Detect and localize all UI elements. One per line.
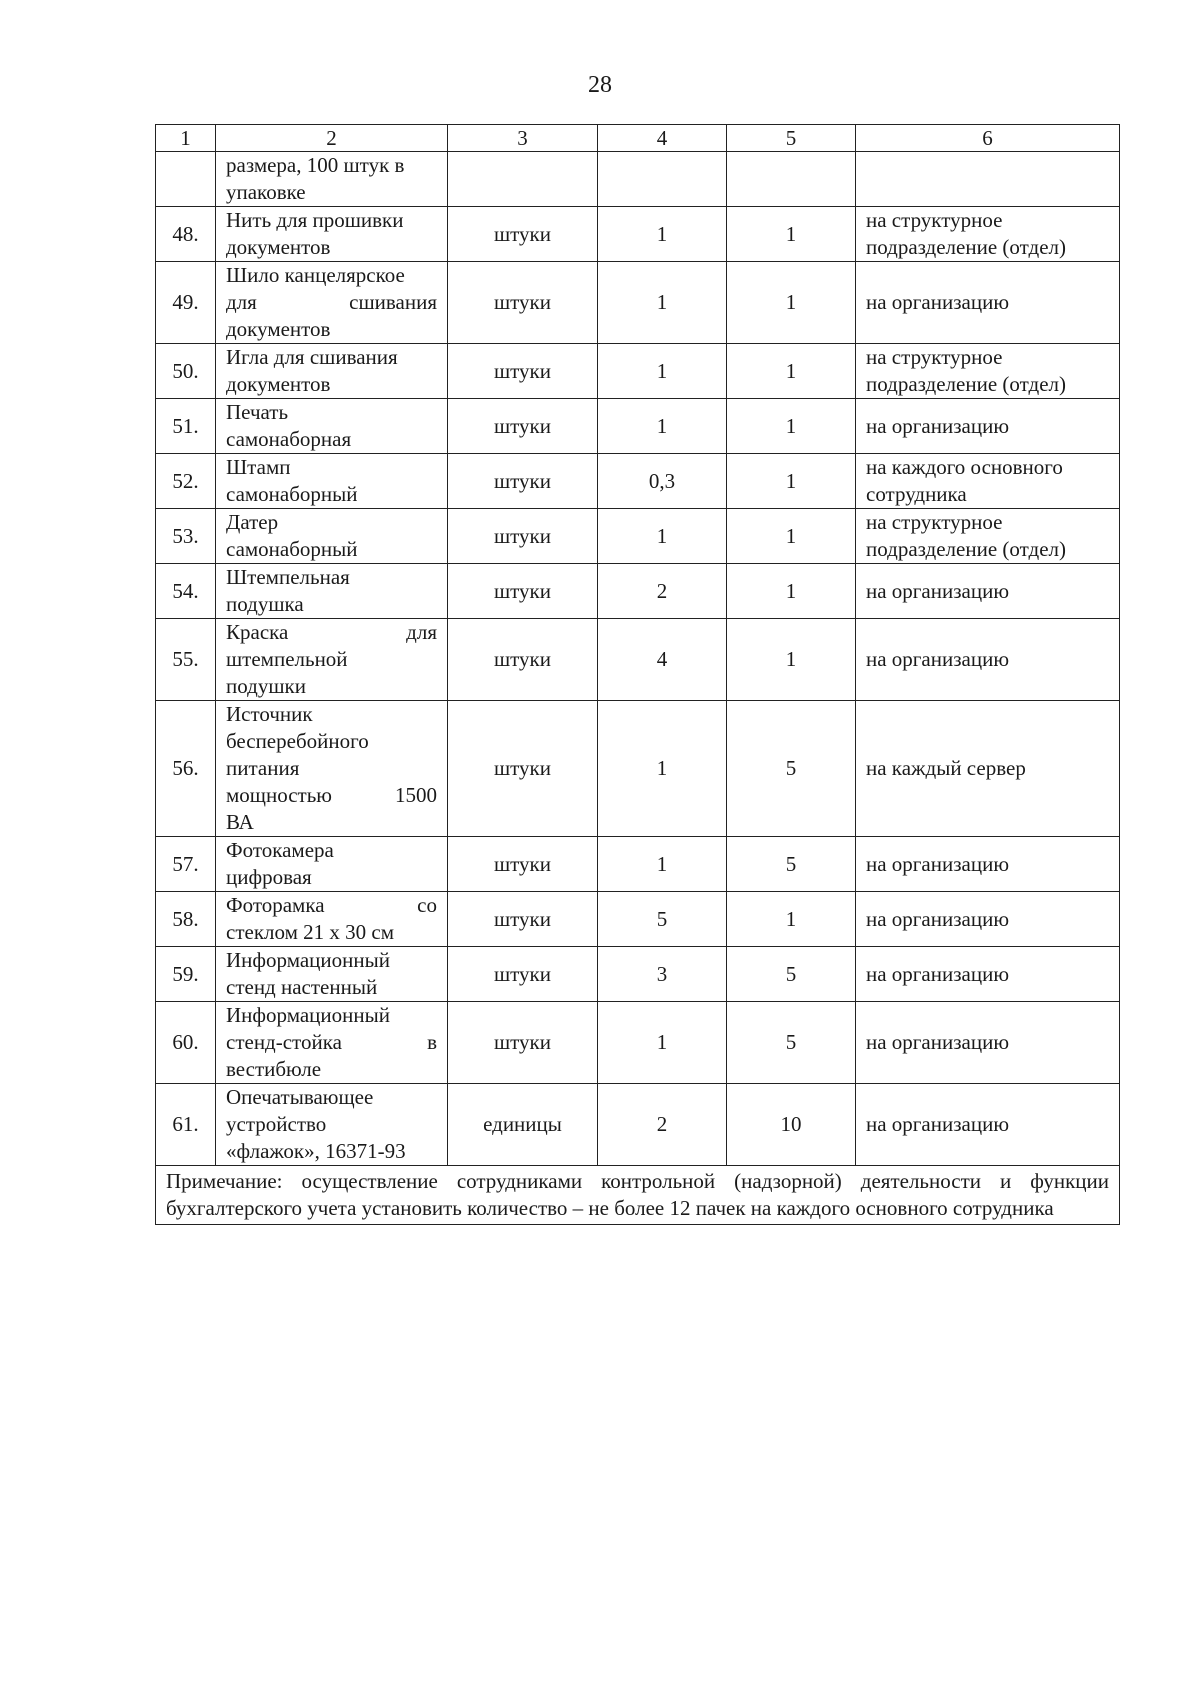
item-name-line: Шило канцелярское: [226, 263, 405, 287]
scope-cell: [856, 152, 1120, 207]
item-name: [216, 399, 448, 454]
header-cell: 1: [156, 125, 216, 152]
item-name: [216, 892, 448, 947]
item-name-line: документов: [226, 235, 331, 259]
item-name-line: стенд настенный: [226, 975, 378, 999]
table-row: [156, 509, 1120, 564]
header-cell: 3: [448, 125, 598, 152]
unit-cell: штуки: [448, 1002, 598, 1084]
table-row: [156, 947, 1120, 1002]
years-cell: 1: [727, 619, 856, 701]
years-cell: 5: [727, 837, 856, 892]
years-cell: 1: [727, 509, 856, 564]
scope-cell: на организацию: [856, 837, 1120, 892]
years-cell: 5: [727, 947, 856, 1002]
quantity-cell: 1: [598, 1002, 727, 1084]
note-row: [156, 1166, 1120, 1225]
item-name: [216, 509, 448, 564]
unit-cell: штуки: [448, 509, 598, 564]
years-cell: 1: [727, 892, 856, 947]
item-name-line: Датер: [226, 510, 279, 534]
item-name-line: стеклом 21 х 30 см: [226, 920, 394, 944]
years-cell: 10: [727, 1084, 856, 1166]
unit-cell: штуки: [448, 399, 598, 454]
unit-cell: штуки: [448, 837, 598, 892]
quantity-cell: 2: [598, 564, 727, 619]
row-number: 54.: [156, 564, 216, 619]
item-name-line: мощностью 1500: [226, 783, 437, 807]
item-name: [216, 619, 448, 701]
unit-cell: штуки: [448, 947, 598, 1002]
unit-cell: штуки: [448, 262, 598, 344]
item-name-line: Фоторамка со: [226, 893, 437, 917]
table-row: [156, 837, 1120, 892]
item-name: [216, 262, 448, 344]
unit-cell: штуки: [448, 701, 598, 837]
quantity-cell: 1: [598, 509, 727, 564]
table-note: Примечание: осуществление сотрудниками контрольной (надзорной) деятельности и функции бухгалтерского учета установить количество – не более 12 пачек на каждого основного сотрудника: [156, 1166, 1120, 1225]
scope-cell: на организацию: [856, 1084, 1120, 1166]
scope-cell: на организацию: [856, 1002, 1120, 1084]
item-name-line: Источник: [226, 702, 313, 726]
quantity-cell: 4: [598, 619, 727, 701]
row-number: 55.: [156, 619, 216, 701]
item-name-line: самонаборный: [226, 482, 358, 506]
header-cell: 6: [856, 125, 1120, 152]
quantity-cell: 5: [598, 892, 727, 947]
quantity-cell: 1: [598, 399, 727, 454]
item-name: [216, 701, 448, 837]
table-row: [156, 207, 1120, 262]
quantity-cell: 1: [598, 837, 727, 892]
item-name-line: питания: [226, 756, 300, 780]
item-name: [216, 207, 448, 262]
table-row: [156, 564, 1120, 619]
item-name-line: размера, 100 штук в: [226, 153, 405, 177]
quantity-cell: 1: [598, 344, 727, 399]
unit-cell: штуки: [448, 892, 598, 947]
table-row: [156, 1084, 1120, 1166]
table-row: [156, 262, 1120, 344]
years-cell: 1: [727, 262, 856, 344]
item-name: [216, 947, 448, 1002]
item-name-line: документов: [226, 372, 331, 396]
quantity-cell: 3: [598, 947, 727, 1002]
item-name-line: Штамп: [226, 455, 291, 479]
row-number: [156, 152, 216, 207]
item-name-line: бесперебойного: [226, 729, 369, 753]
unit-cell: штуки: [448, 454, 598, 509]
quantity-cell: 1: [598, 262, 727, 344]
scope-cell: на структурное подразделение (отдел): [856, 509, 1120, 564]
row-number: 61.: [156, 1084, 216, 1166]
item-name-line: самонаборная: [226, 427, 352, 451]
years-cell: 1: [727, 399, 856, 454]
item-name-line: «флажок», 16371-93: [226, 1139, 406, 1163]
row-number: 56.: [156, 701, 216, 837]
item-name-line: упаковке: [226, 180, 306, 204]
table-row: [156, 701, 1120, 837]
item-name-line: Информационный: [226, 948, 390, 972]
years-cell: 1: [727, 564, 856, 619]
years-cell: 1: [727, 207, 856, 262]
unit-cell: единицы: [448, 1084, 598, 1166]
scope-cell: на структурное подразделение (отдел): [856, 344, 1120, 399]
table-row: [156, 892, 1120, 947]
continuation-row: [156, 152, 1120, 207]
scope-cell: на структурное подразделение (отдел): [856, 207, 1120, 262]
scope-cell: на организацию: [856, 399, 1120, 454]
item-name-line: стенд-стойка в: [226, 1030, 437, 1054]
scope-cell: на организацию: [856, 619, 1120, 701]
item-name-line: ВА: [226, 810, 254, 834]
scope-cell: на каждый сервер: [856, 701, 1120, 837]
row-number: 51.: [156, 399, 216, 454]
years-cell: 1: [727, 344, 856, 399]
item-name-line: цифровая: [226, 865, 312, 889]
item-name-line: Фотокамера: [226, 838, 334, 862]
item-name-line: Печать: [226, 400, 289, 424]
quantity-cell: 1: [598, 207, 727, 262]
row-number: 49.: [156, 262, 216, 344]
header-cell: 4: [598, 125, 727, 152]
quantity-cell: 1: [598, 701, 727, 837]
quantity-cell: 0,3: [598, 454, 727, 509]
item-name-line: Нить для прошивки: [226, 208, 404, 232]
item-name: [216, 344, 448, 399]
item-name-line: самонаборный: [226, 537, 358, 561]
item-name-line: для сшивания: [226, 290, 437, 314]
unit-cell: штуки: [448, 344, 598, 399]
row-number: 60.: [156, 1002, 216, 1084]
scope-cell: на организацию: [856, 947, 1120, 1002]
row-number: 50.: [156, 344, 216, 399]
unit-cell: штуки: [448, 564, 598, 619]
item-name-line: Штемпельная: [226, 565, 350, 589]
scope-cell: на организацию: [856, 892, 1120, 947]
quantity-cell: [598, 152, 727, 207]
item-name: [216, 1002, 448, 1084]
years-cell: 1: [727, 454, 856, 509]
row-number: 57.: [156, 837, 216, 892]
item-name-line: вестибюле: [226, 1057, 322, 1081]
years-cell: 5: [727, 1002, 856, 1084]
quantity-cell: 2: [598, 1084, 727, 1166]
item-name: [216, 1084, 448, 1166]
item-name-line: Краска для: [226, 620, 437, 644]
norms-table: [155, 124, 1120, 1225]
item-name-line: Опечатывающее: [226, 1085, 374, 1109]
table-row: [156, 1002, 1120, 1084]
years-cell: [727, 152, 856, 207]
row-number: 58.: [156, 892, 216, 947]
scope-cell: на организацию: [856, 564, 1120, 619]
item-name: [216, 837, 448, 892]
item-name-line: подушка: [226, 592, 304, 616]
page-number: 28: [588, 72, 612, 98]
item-name: [216, 454, 448, 509]
item-name-line: документов: [226, 317, 331, 341]
table-row: [156, 619, 1120, 701]
years-cell: 5: [727, 701, 856, 837]
header-row: [156, 125, 1120, 152]
header-cell: 2: [216, 125, 448, 152]
unit-cell: [448, 152, 598, 207]
row-number: 52.: [156, 454, 216, 509]
item-name-line: подушки: [226, 674, 306, 698]
table-row: [156, 399, 1120, 454]
scope-cell: на организацию: [856, 262, 1120, 344]
scope-cell: на каждого основного сотрудника: [856, 454, 1120, 509]
header-cell: 5: [727, 125, 856, 152]
unit-cell: штуки: [448, 619, 598, 701]
item-name: [216, 564, 448, 619]
unit-cell: штуки: [448, 207, 598, 262]
item-name-line: устройство: [226, 1112, 327, 1136]
row-number: 53.: [156, 509, 216, 564]
item-name: [216, 152, 448, 207]
item-name-line: штемпельной: [226, 647, 348, 671]
row-number: 59.: [156, 947, 216, 1002]
table-row: [156, 454, 1120, 509]
table-row: [156, 344, 1120, 399]
item-name-line: Информационный: [226, 1003, 390, 1027]
item-name-line: Игла для сшивания: [226, 345, 398, 369]
row-number: 48.: [156, 207, 216, 262]
